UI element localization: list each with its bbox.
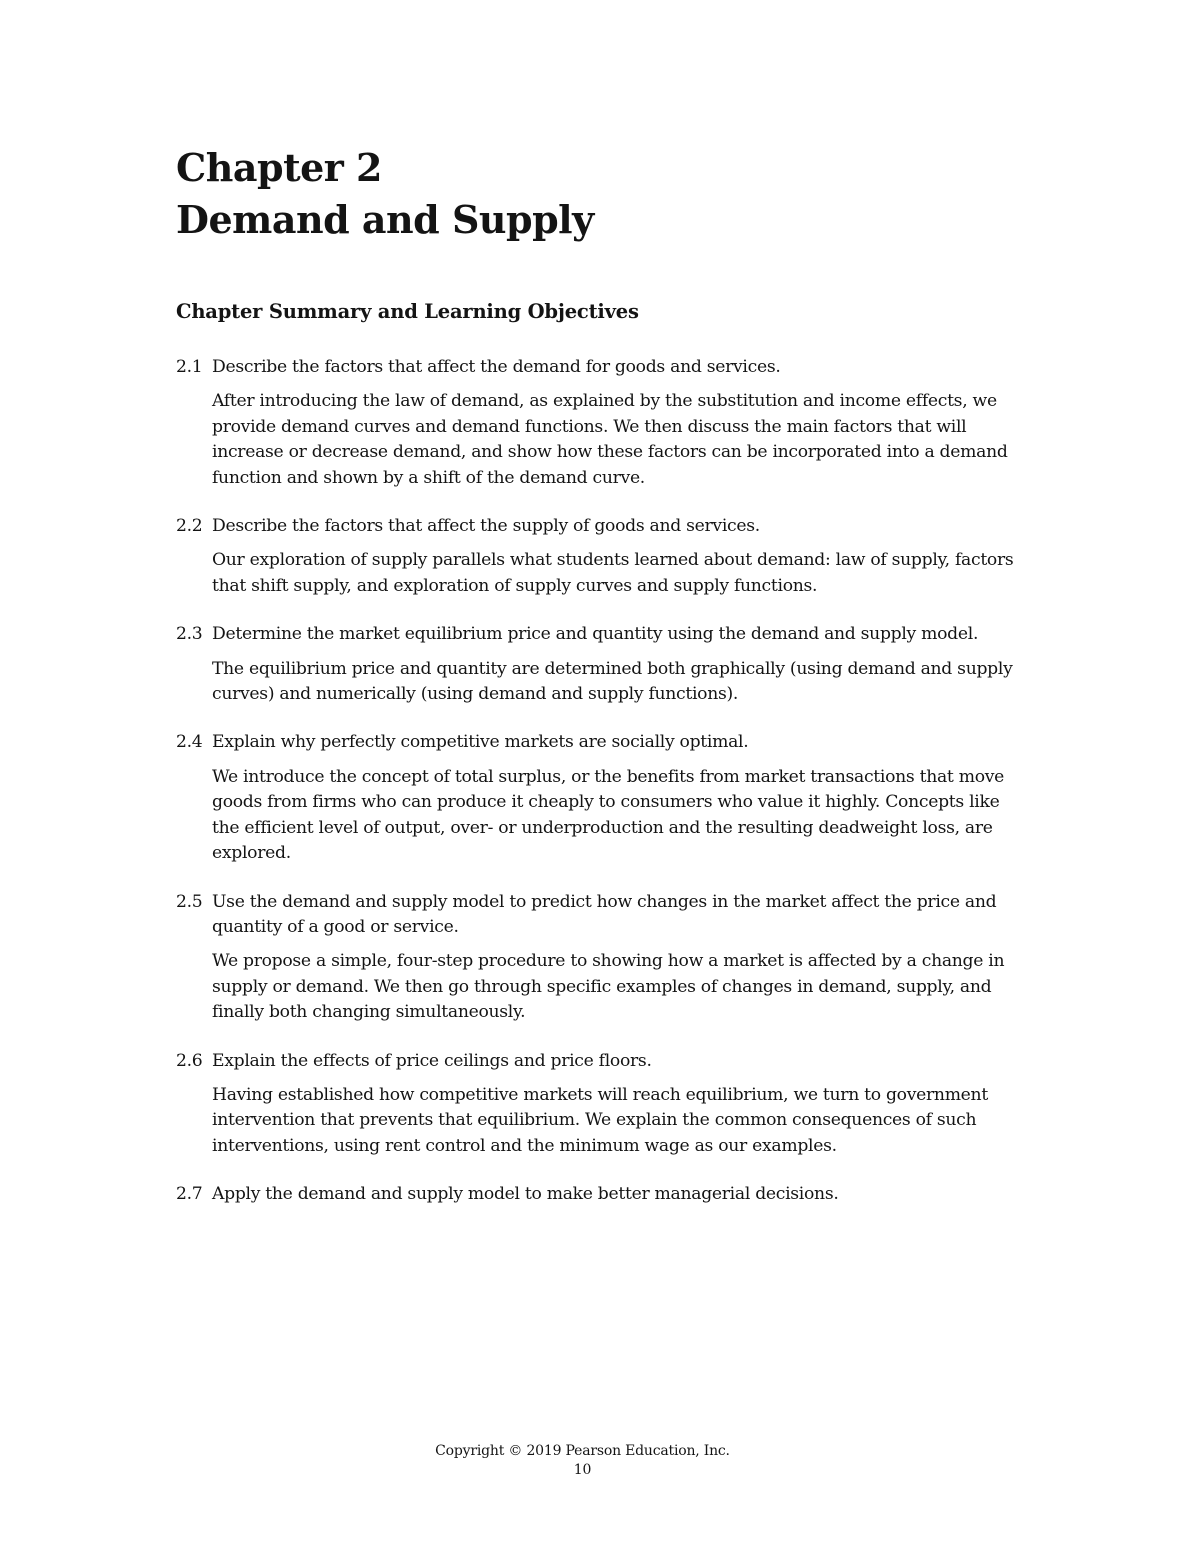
objective-heading <box>176 355 1026 380</box>
objective-description: Having established how competitive markets will reach equilibrium, we turn to government intervention that prevents that equilibrium. We explain the common consequences of such interventions, using rent control and the minimum wage as our examples. <box>212 1084 988 1156</box>
objective-item <box>176 730 1026 866</box>
objective-heading <box>176 890 1026 941</box>
objective-item <box>176 622 1026 707</box>
objective-title: Describe the factors that affect the demand for goods and services. <box>212 357 781 377</box>
objective-heading <box>176 1049 1026 1074</box>
objective-item <box>176 355 1026 491</box>
objective-item <box>176 514 1026 599</box>
objective-heading <box>176 730 1026 755</box>
objective-item <box>176 1049 1026 1160</box>
chapter-name: Demand and Supply <box>176 197 594 242</box>
objective-description: Our exploration of supply parallels what students learned about demand: law of supply, factors that shift supply, and exploration of supply curves and supply functions. <box>212 550 1014 596</box>
objective-number: 2.7 <box>176 1184 203 1205</box>
objective-title: Determine the market equilibrium price and quantity using the demand and supply model. <box>212 624 979 645</box>
objective-title: Explain why perfectly competitive markets are socially optimal. <box>212 732 749 753</box>
objective-description: After introducing the law of demand, as explained by the substitution and income effects, we provide demand curves and demand functions. We then discuss the main factors that will increase or decrease demand, and show how these factors can be incorporated into a demand function and shown by a shift of the demand curve. <box>212 391 1008 488</box>
objective-heading <box>176 514 1026 539</box>
objective-title: Explain the effects of price ceilings and price floors. <box>212 1050 652 1071</box>
objective-number: 2.3 <box>176 624 203 645</box>
objective-description: We introduce the concept of total surplus, or the benefits from market transactions that move goods from firms who can produce it cheaply to consumers who value it highly. Concepts like the efficient level of output, over- or underproduction and the resulting deadweight loss, are explored. <box>212 766 1005 864</box>
chapter-number: Chapter 2 <box>176 145 382 190</box>
objective-heading <box>176 1182 1026 1207</box>
objective-title: Apply the demand and supply model to make better managerial decisions. <box>212 1184 839 1205</box>
chapter-title <box>176 142 594 246</box>
objective-number: 2.1 <box>176 357 203 377</box>
objective-title: Use the demand and supply model to predict how changes in the market affect the price and quantity of a good or service. <box>212 891 997 937</box>
page-number: 10 <box>573 1462 592 1478</box>
objective-description: We propose a simple, four-step procedure to showing how a market is affected by a change in supply or demand. We then go through specific examples of changes in demand, supply, and finally both changing simultaneously. <box>212 951 1005 1023</box>
objective-number: 2.4 <box>176 732 203 753</box>
learning-objectives-list <box>176 355 1026 1231</box>
objective-title: Describe the factors that affect the supply of goods and services. <box>212 516 760 537</box>
objective-description: The equilibrium price and quantity are determined both graphically (using demand and supply curves) and numerically (using demand and supply functions). <box>212 658 1013 705</box>
objective-item <box>176 890 1026 1026</box>
objective-number: 2.6 <box>176 1050 203 1071</box>
objective-heading <box>176 622 1026 647</box>
section-heading: Chapter Summary and Learning Objectives <box>176 300 639 323</box>
objective-number: 2.2 <box>176 516 203 537</box>
page-footer <box>0 1442 1165 1480</box>
objective-number: 2.5 <box>176 891 203 912</box>
objective-item <box>176 1182 1026 1207</box>
copyright-notice: Copyright © 2019 Pearson Education, Inc. <box>435 1443 730 1459</box>
